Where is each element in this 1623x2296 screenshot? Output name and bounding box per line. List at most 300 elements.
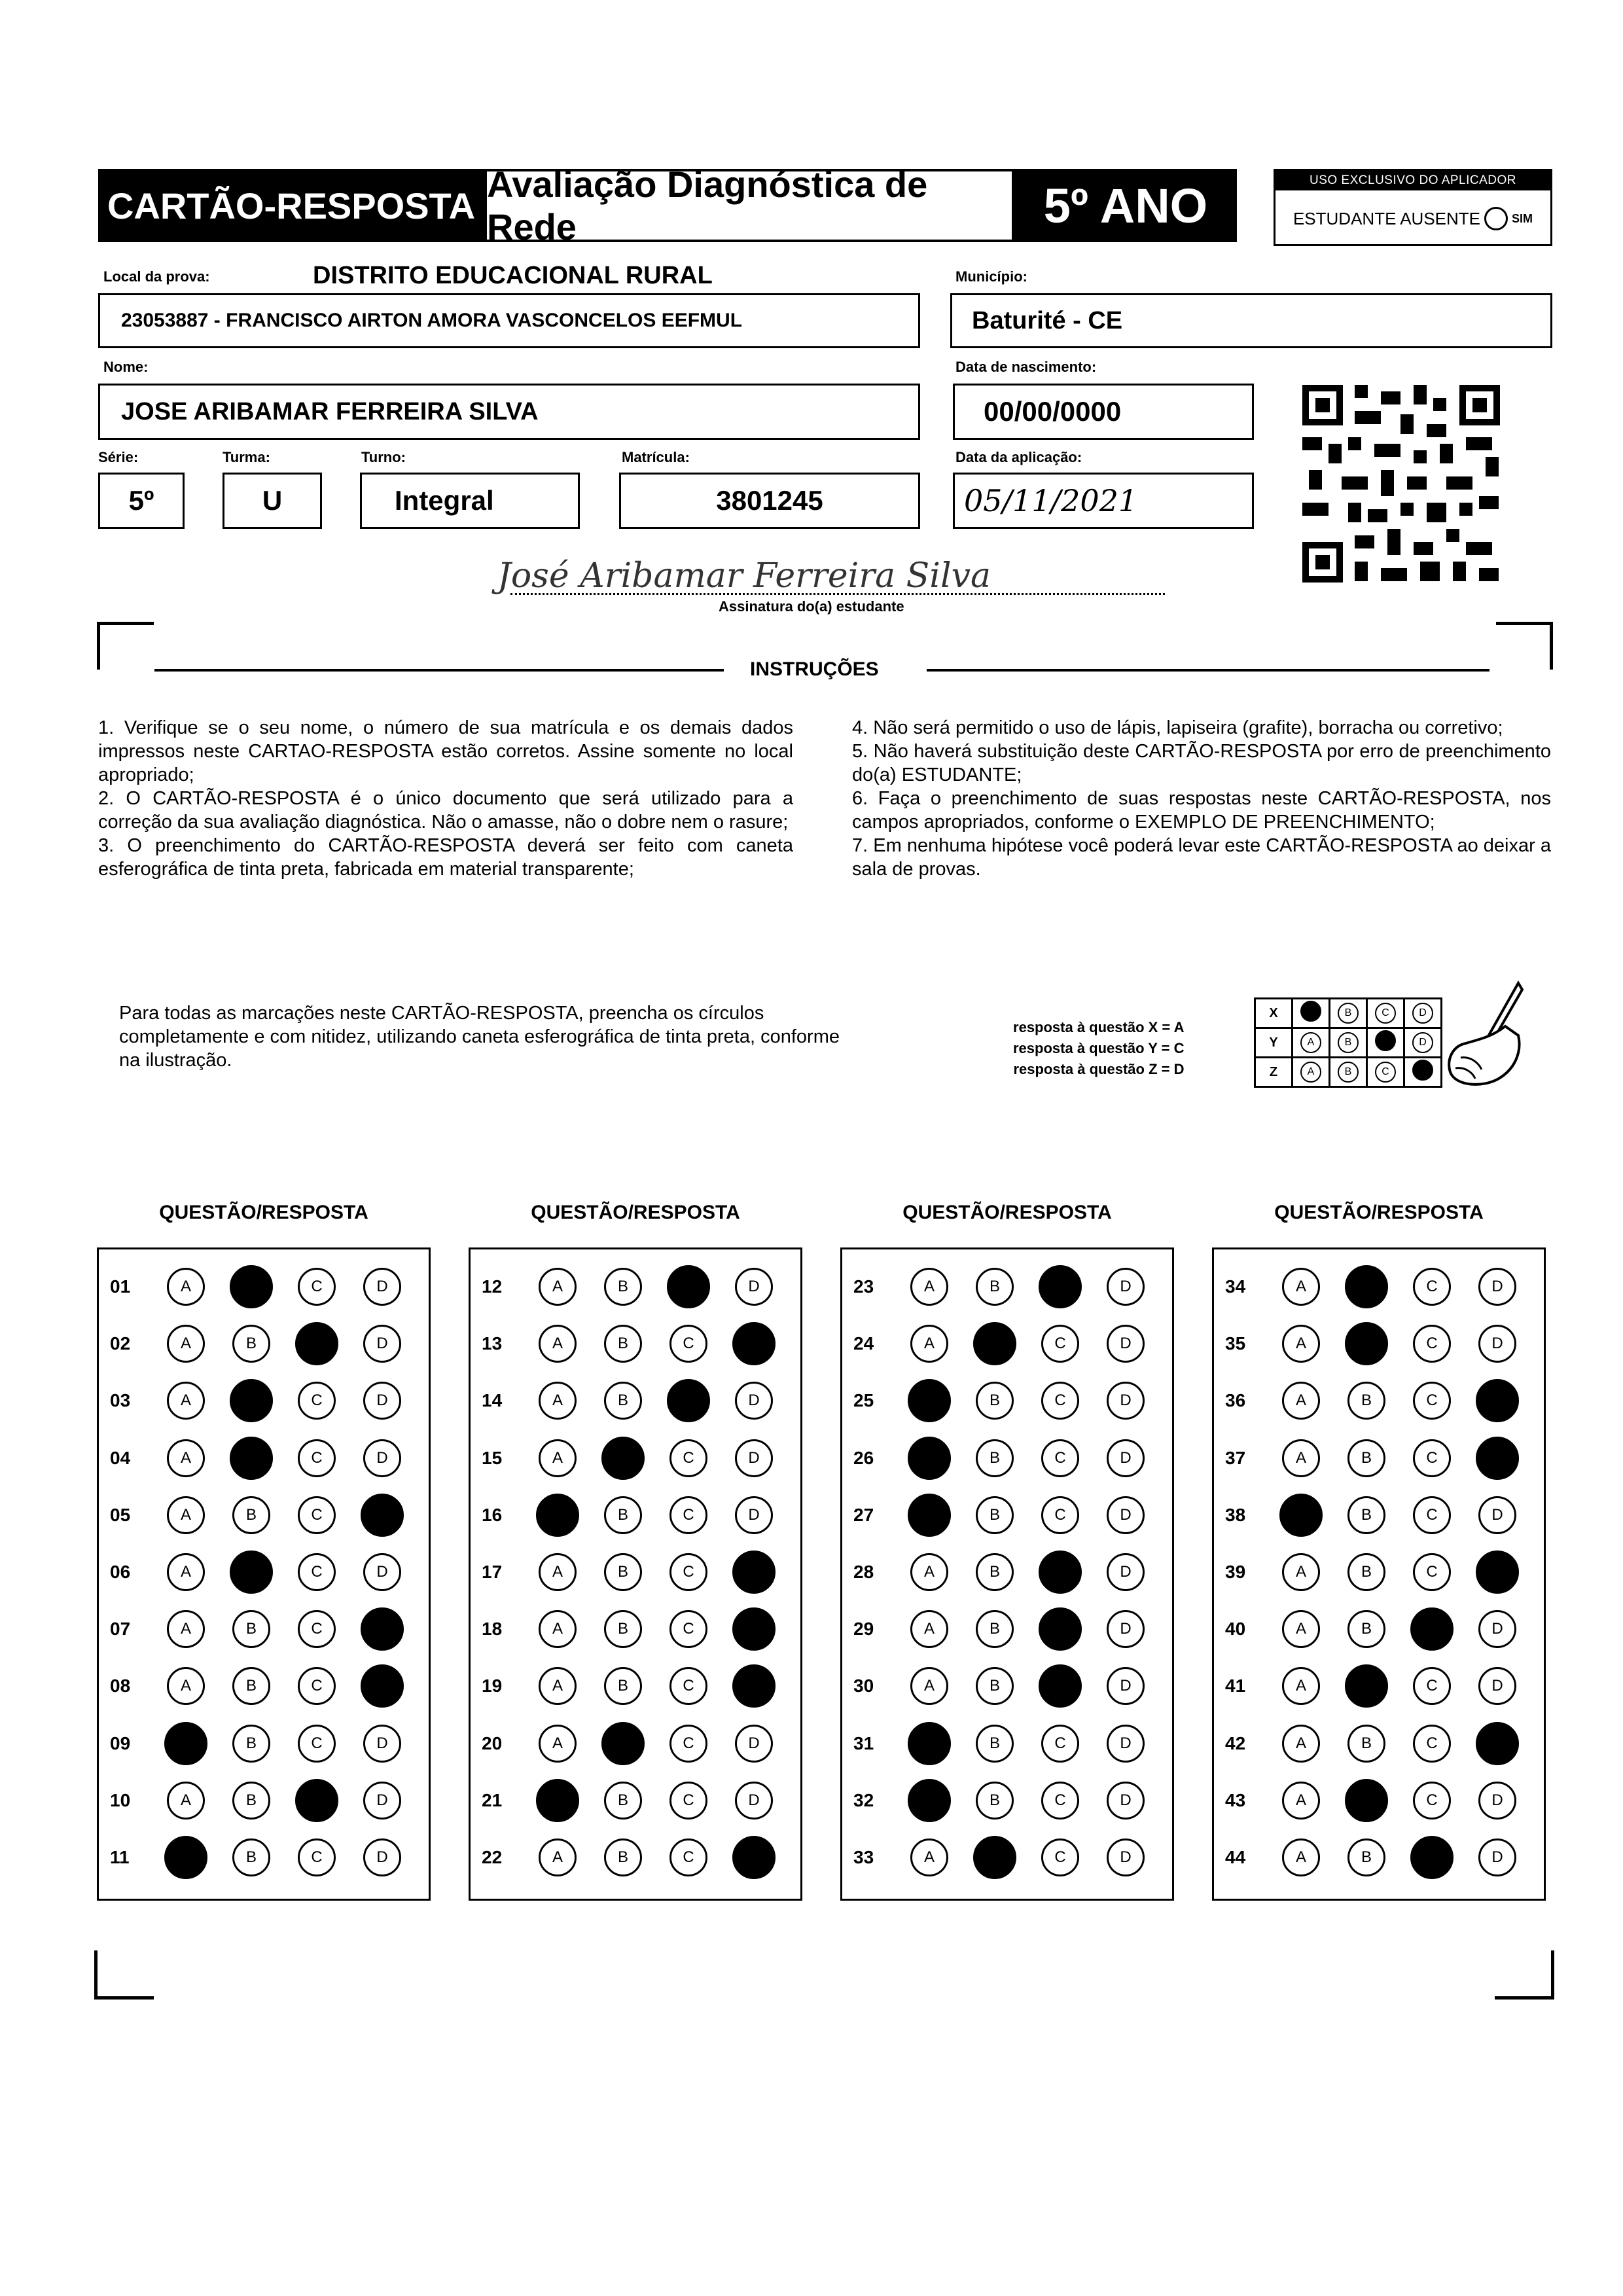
answer-bubble-c-filled[interactable]	[1039, 1551, 1082, 1594]
answer-bubble-c[interactable]	[669, 1496, 707, 1534]
answer-bubble-b-filled[interactable]	[1345, 1322, 1388, 1365]
answer-bubble-d[interactable]	[735, 1725, 773, 1763]
nome-field[interactable]	[98, 384, 920, 440]
bubble-letter: C	[311, 1391, 323, 1410]
bubble-letter: D	[376, 1335, 388, 1353]
answer-bubble-d[interactable]	[363, 1725, 401, 1763]
bubble-letter: A	[923, 1677, 935, 1695]
bubble-letter: C	[1426, 1505, 1438, 1524]
answer-bubble-d[interactable]	[363, 1553, 401, 1591]
answer-bubble-b[interactable]	[1347, 1553, 1385, 1591]
answer-bubble-b[interactable]	[604, 1553, 642, 1591]
answer-bubble-b[interactable]	[232, 1667, 270, 1705]
answer-bubble-b[interactable]	[1347, 1439, 1385, 1477]
bubble-letter: C	[1054, 1734, 1066, 1752]
example-bubble-a: A	[1300, 1032, 1321, 1053]
answer-bubble-c[interactable]	[1041, 1325, 1079, 1363]
answer-bubble-a[interactable]	[910, 1667, 948, 1705]
example-bubble-a	[1300, 1001, 1321, 1022]
bubble-letter: D	[1120, 1848, 1132, 1866]
bubble-letter: D	[1120, 1335, 1132, 1353]
question-number: 34	[1225, 1276, 1246, 1297]
bubble-letter: C	[1054, 1848, 1066, 1866]
question-number: 25	[853, 1390, 874, 1411]
answer-bubble-d-filled[interactable]	[732, 1322, 776, 1365]
answer-bubble-c[interactable]	[1041, 1382, 1079, 1420]
answer-bubble-d-filled[interactable]	[732, 1664, 776, 1708]
answer-bubble-c[interactable]	[1413, 1725, 1451, 1763]
answer-bubble-b[interactable]	[604, 1382, 642, 1420]
bubble-letter: B	[989, 1505, 1000, 1524]
instruction-item: 2. O CARTÃO-RESPOSTA é o único documento que será utilizado para a correção da sua avaliação diagnóstica. Não o amasse, não o dobre nem o rasure;	[98, 788, 793, 833]
absent-checkbox[interactable]	[1484, 207, 1508, 230]
answer-bubble-a[interactable]	[1282, 1382, 1320, 1420]
answer-bubble-a[interactable]	[167, 1325, 205, 1363]
bubble-letter: D	[748, 1391, 760, 1410]
question-number: 19	[482, 1676, 503, 1696]
answer-bubble-d[interactable]	[1478, 1839, 1516, 1876]
answer-bubble-c-filled[interactable]	[1039, 1265, 1082, 1308]
question-number: 14	[482, 1390, 503, 1411]
answer-bubble-d[interactable]	[363, 1325, 401, 1363]
answer-bubble-d-filled[interactable]	[1476, 1437, 1519, 1480]
bubble-letter: A	[552, 1448, 563, 1467]
bubble-letter: C	[311, 1734, 323, 1752]
bubble-letter: C	[683, 1563, 694, 1581]
question-number: 06	[110, 1562, 131, 1582]
answer-bubble-b[interactable]	[232, 1325, 270, 1363]
example-cell	[1293, 1058, 1330, 1087]
absent-row	[1275, 202, 1550, 235]
answer-bubble-c[interactable]	[298, 1610, 336, 1648]
bubble-letter: C	[311, 1620, 323, 1638]
question-number: 40	[1225, 1619, 1246, 1640]
turno-value: Integral	[395, 485, 494, 516]
bubble-letter: A	[923, 1848, 935, 1866]
fill-instruction-note: Para todas as marcações neste CARTÃO-RESPOSTA, preencha os círculos completamente e com nitidez, utilizando caneta esferográfica de tinta preta, conforme na ilustração.	[119, 1003, 840, 1071]
answer-bubble-a[interactable]	[910, 1610, 948, 1648]
answer-bubble-a[interactable]	[167, 1667, 205, 1705]
answer-bubble-d[interactable]	[363, 1268, 401, 1306]
school-field[interactable]	[98, 293, 920, 348]
bubble-letter: A	[1295, 1791, 1306, 1809]
answer-bubble-d-filled[interactable]	[361, 1494, 404, 1537]
answer-bubble-d[interactable]	[735, 1782, 773, 1820]
answer-bubble-d[interactable]	[363, 1382, 401, 1420]
answer-bubble-c-filled[interactable]	[667, 1379, 710, 1422]
answer-bubble-a[interactable]	[167, 1439, 205, 1477]
bubble-letter: D	[748, 1505, 760, 1524]
answer-bubble-d[interactable]	[1107, 1839, 1145, 1876]
bubble-letter: B	[617, 1278, 628, 1295]
municipio-field[interactable]	[950, 293, 1552, 348]
bubble-letter: A	[180, 1620, 191, 1638]
answer-bubble-d[interactable]	[1107, 1268, 1145, 1306]
answer-bubble-c[interactable]	[1413, 1382, 1451, 1420]
answer-bubble-b-filled[interactable]	[230, 1551, 273, 1594]
answer-bubble-a-filled[interactable]	[536, 1779, 579, 1822]
bubble-letter: B	[989, 1791, 1000, 1809]
turma-label: Turma:	[223, 449, 270, 465]
answer-bubble-b-filled[interactable]	[601, 1722, 645, 1765]
bubble-letter: C	[1054, 1391, 1066, 1410]
answer-bubble-a[interactable]	[1282, 1439, 1320, 1477]
answer-bubble-a-filled[interactable]	[164, 1836, 207, 1879]
bubble-letter: B	[1361, 1448, 1372, 1467]
example-row	[1255, 999, 1442, 1028]
answer-bubble-d[interactable]	[1107, 1610, 1145, 1648]
bubble-letter: B	[1361, 1391, 1372, 1410]
question-number: 37	[1225, 1447, 1246, 1468]
answer-bubble-c-filled[interactable]	[667, 1265, 710, 1308]
qr-code-image	[1302, 385, 1500, 583]
answer-bubble-d-filled[interactable]	[1476, 1722, 1519, 1765]
serie-label: Série:	[98, 449, 139, 465]
nascimento-field[interactable]	[953, 384, 1254, 440]
matricula-label: Matrícula:	[622, 449, 690, 465]
example-cell	[1330, 1028, 1367, 1058]
answer-bubble-a[interactable]	[910, 1553, 948, 1591]
answer-bubble-b[interactable]	[232, 1610, 270, 1648]
answer-bubble-d-filled[interactable]	[732, 1607, 776, 1651]
answer-bubble-d[interactable]	[1478, 1268, 1516, 1306]
answer-bubble-d[interactable]	[1107, 1496, 1145, 1534]
answer-bubble-b[interactable]	[604, 1839, 642, 1876]
answer-bubble-c[interactable]	[1413, 1667, 1451, 1705]
answer-bubble-b[interactable]	[604, 1782, 642, 1820]
answer-bubble-b[interactable]	[1347, 1839, 1385, 1876]
answer-bubble-b[interactable]	[976, 1782, 1014, 1820]
answer-bubble-d-filled[interactable]	[1476, 1551, 1519, 1594]
answer-bubble-a[interactable]	[1282, 1782, 1320, 1820]
instruction-item: 7. Em nenhuma hipótese você poderá levar este CARTÃO-RESPOSTA ao deixar a sala de provas.	[852, 835, 1551, 880]
answer-bubble-d[interactable]	[1478, 1610, 1516, 1648]
answer-bubble-b[interactable]	[976, 1439, 1014, 1477]
answer-bubble-c[interactable]	[298, 1496, 336, 1534]
answer-bubble-b[interactable]	[1347, 1610, 1385, 1648]
instruction-item: 5. Não haverá substituição deste CARTÃO-RESPOSTA por erro de preenchimento do(a) ESTUDANTE;	[852, 741, 1551, 785]
answer-bubble-c[interactable]	[1041, 1839, 1079, 1876]
question-column-header: QUESTÃO/RESPOSTA	[159, 1202, 368, 1223]
answer-bubble-a[interactable]	[1282, 1553, 1320, 1591]
bubble-letter: C	[1054, 1791, 1066, 1809]
answer-bubble-c-filled[interactable]	[295, 1779, 338, 1822]
answer-bubble-a[interactable]	[539, 1667, 577, 1705]
answer-bubble-d[interactable]	[1107, 1553, 1145, 1591]
answer-bubble-b-filled[interactable]	[1345, 1664, 1388, 1708]
question-number: 29	[853, 1619, 874, 1640]
example-bubble-b: B	[1338, 1003, 1359, 1024]
matricula-field[interactable]	[619, 473, 920, 529]
answer-bubble-a-filled[interactable]	[908, 1379, 951, 1422]
instruction-item: 6. Faça o preenchimento de suas respostas neste CARTÃO-RESPOSTA, nos campos apropriados, conforme o EXEMPLO DE PREENCHIMENTO;	[852, 788, 1551, 833]
example-bubble-c	[1375, 1030, 1396, 1051]
example-table	[1254, 997, 1442, 1088]
answer-bubble-c[interactable]	[298, 1725, 336, 1763]
example-question-label: Z	[1255, 1058, 1293, 1087]
answer-bubble-a[interactable]	[167, 1782, 205, 1820]
answer-bubble-c[interactable]	[1413, 1268, 1451, 1306]
answer-bubble-b[interactable]	[604, 1610, 642, 1648]
answer-bubble-d[interactable]	[735, 1268, 773, 1306]
question-number: 08	[110, 1676, 131, 1696]
answer-bubble-c[interactable]	[298, 1839, 336, 1876]
answer-bubble-c[interactable]	[1041, 1496, 1079, 1534]
answer-bubble-a-filled[interactable]	[164, 1722, 207, 1765]
bubble-letter: D	[1491, 1677, 1503, 1695]
bubble-letter: A	[1295, 1734, 1306, 1752]
bubble-letter: C	[1426, 1448, 1438, 1467]
bubble-letter: A	[1295, 1391, 1306, 1410]
bubble-letter: D	[1491, 1505, 1503, 1524]
answer-bubble-a-filled[interactable]	[908, 1437, 951, 1480]
answer-bubble-d-filled[interactable]	[732, 1551, 776, 1594]
answer-bubble-b[interactable]	[232, 1725, 270, 1763]
instructions-rule-left	[154, 669, 724, 672]
question-column-header: QUESTÃO/RESPOSTA	[531, 1202, 740, 1223]
answer-bubble-d-filled[interactable]	[732, 1836, 776, 1879]
answer-bubble-b[interactable]	[976, 1496, 1014, 1534]
answer-bubble-c[interactable]	[298, 1667, 336, 1705]
answer-bubble-c[interactable]	[669, 1839, 707, 1876]
answer-bubble-a[interactable]	[167, 1382, 205, 1420]
question-number: 18	[482, 1619, 503, 1640]
answer-bubble-d[interactable]	[1107, 1439, 1145, 1477]
answer-bubble-a[interactable]	[539, 1610, 577, 1648]
bubble-letter: C	[1054, 1505, 1066, 1524]
answer-bubble-b[interactable]	[232, 1782, 270, 1820]
answer-bubble-b[interactable]	[604, 1268, 642, 1306]
answer-bubble-b[interactable]	[1347, 1496, 1385, 1534]
answer-bubble-c[interactable]	[1413, 1325, 1451, 1363]
answer-bubble-a[interactable]	[910, 1839, 948, 1876]
bubble-letter: C	[311, 1505, 323, 1524]
answer-bubble-d[interactable]	[1107, 1667, 1145, 1705]
bubble-letter: A	[552, 1391, 563, 1410]
bubble-letter: D	[1120, 1278, 1132, 1295]
answer-bubble-b[interactable]	[604, 1667, 642, 1705]
question-number: 43	[1225, 1789, 1246, 1810]
answer-bubble-d[interactable]	[363, 1782, 401, 1820]
answer-bubble-b-filled[interactable]	[230, 1437, 273, 1480]
answer-bubble-b[interactable]	[976, 1610, 1014, 1648]
turma-field[interactable]	[223, 473, 322, 529]
answer-bubble-a[interactable]	[539, 1268, 577, 1306]
question-number: 33	[853, 1847, 874, 1867]
example-bubble-c: C	[1375, 1003, 1396, 1024]
answer-bubble-a[interactable]	[539, 1725, 577, 1763]
answer-bubble-c-filled[interactable]	[1039, 1664, 1082, 1708]
answer-bubble-d[interactable]	[1107, 1325, 1145, 1363]
question-number: 26	[853, 1447, 874, 1468]
answer-bubble-b[interactable]	[976, 1382, 1014, 1420]
example-cell	[1293, 999, 1330, 1028]
answer-bubble-b-filled[interactable]	[973, 1836, 1016, 1879]
answer-bubble-a[interactable]	[1282, 1325, 1320, 1363]
answer-bubble-a[interactable]	[1282, 1725, 1320, 1763]
municipio-value: Baturité - CE	[972, 306, 1123, 334]
answer-bubble-c[interactable]	[298, 1553, 336, 1591]
serie-field[interactable]	[98, 473, 185, 529]
answer-bubble-c-filled[interactable]	[295, 1322, 338, 1365]
answer-bubble-b[interactable]	[604, 1325, 642, 1363]
bubble-letter: D	[1120, 1677, 1132, 1695]
answer-bubble-b-filled[interactable]	[230, 1265, 273, 1308]
answer-bubble-a[interactable]	[910, 1325, 948, 1363]
exam-title: Avaliação Diagnóstica de Rede	[484, 169, 1014, 242]
answer-bubble-b-filled[interactable]	[973, 1322, 1016, 1365]
answer-bubble-b-filled[interactable]	[1345, 1779, 1388, 1822]
answer-bubble-a[interactable]	[1282, 1610, 1320, 1648]
answer-bubble-a[interactable]	[539, 1439, 577, 1477]
answer-bubble-d[interactable]	[1478, 1782, 1516, 1820]
corner-mark-bottom-right	[1495, 1950, 1554, 2000]
answer-bubble-c[interactable]	[1041, 1439, 1079, 1477]
answer-bubble-d[interactable]	[363, 1439, 401, 1477]
answer-bubble-d[interactable]	[1107, 1382, 1145, 1420]
bubble-letter: C	[1426, 1677, 1438, 1695]
question-number: 07	[110, 1619, 131, 1640]
bubble-letter: D	[376, 1278, 388, 1295]
bubble-letter: A	[180, 1391, 191, 1410]
answer-bubble-a[interactable]	[539, 1553, 577, 1591]
answer-bubble-d-filled[interactable]	[361, 1607, 404, 1651]
answer-bubble-c[interactable]	[669, 1439, 707, 1477]
answer-bubble-c-filled[interactable]	[1039, 1607, 1082, 1651]
bubble-letter: B	[617, 1391, 628, 1410]
answer-bubble-b[interactable]	[232, 1496, 270, 1534]
bubble-letter: C	[311, 1563, 323, 1581]
answer-bubble-d[interactable]	[363, 1839, 401, 1876]
bubble-letter: A	[1295, 1278, 1306, 1295]
answer-bubble-a[interactable]	[1282, 1667, 1320, 1705]
answer-bubble-c[interactable]	[1413, 1782, 1451, 1820]
answer-bubble-d[interactable]	[735, 1496, 773, 1534]
answer-bubble-a[interactable]	[167, 1610, 205, 1648]
answer-bubble-a-filled[interactable]	[908, 1722, 951, 1765]
answer-bubble-c[interactable]	[1413, 1553, 1451, 1591]
answer-bubble-b[interactable]	[232, 1839, 270, 1876]
answer-bubble-c-filled[interactable]	[1410, 1607, 1454, 1651]
answer-bubble-b-filled[interactable]	[601, 1437, 645, 1480]
answer-bubble-a-filled[interactable]	[536, 1494, 579, 1537]
bubble-letter: C	[1054, 1335, 1066, 1353]
answer-bubble-c[interactable]	[298, 1268, 336, 1306]
bubble-letter: C	[311, 1278, 323, 1295]
answer-bubble-d[interactable]	[735, 1439, 773, 1477]
bubble-letter: B	[1361, 1563, 1372, 1581]
answer-bubble-a[interactable]	[539, 1325, 577, 1363]
instructions-right-column	[852, 716, 1551, 881]
question-number: 03	[110, 1390, 131, 1411]
bubble-letter: A	[1295, 1677, 1306, 1695]
answer-bubble-c[interactable]	[298, 1439, 336, 1477]
bubble-letter: A	[552, 1335, 563, 1353]
bubble-letter: B	[245, 1734, 257, 1752]
card-title: CARTÃO-RESPOSTA	[98, 169, 484, 242]
answer-bubble-c[interactable]	[1413, 1439, 1451, 1477]
answer-bubble-d[interactable]	[1107, 1782, 1145, 1820]
answer-bubble-c[interactable]	[669, 1610, 707, 1648]
answer-bubble-d[interactable]	[1478, 1325, 1516, 1363]
question-number: 20	[482, 1732, 503, 1753]
answer-bubble-c[interactable]	[669, 1725, 707, 1763]
answer-bubble-b[interactable]	[976, 1553, 1014, 1591]
bubble-letter: A	[552, 1563, 563, 1581]
answer-bubble-b[interactable]	[604, 1496, 642, 1534]
answer-bubble-d[interactable]	[1478, 1496, 1516, 1534]
bubble-letter: A	[923, 1620, 935, 1638]
answer-bubble-a[interactable]	[539, 1839, 577, 1876]
answer-bubble-a-filled[interactable]	[908, 1779, 951, 1822]
answer-bubble-d-filled[interactable]	[361, 1664, 404, 1708]
bubble-letter: A	[1295, 1563, 1306, 1581]
answer-bubble-a[interactable]	[1282, 1268, 1320, 1306]
example-bubble-d: D	[1412, 1003, 1433, 1024]
answer-bubble-c[interactable]	[669, 1782, 707, 1820]
answer-bubble-a[interactable]	[167, 1553, 205, 1591]
question-number: 38	[1225, 1504, 1246, 1525]
answer-bubble-c[interactable]	[1041, 1782, 1079, 1820]
answer-bubble-b[interactable]	[1347, 1725, 1385, 1763]
answer-bubble-d[interactable]	[1107, 1725, 1145, 1763]
answer-bubble-a[interactable]	[167, 1268, 205, 1306]
aplicacao-field[interactable]	[953, 473, 1254, 529]
answer-bubble-c[interactable]	[298, 1382, 336, 1420]
question-number: 09	[110, 1732, 131, 1753]
bubble-letter: D	[1120, 1448, 1132, 1467]
bubble-letter: B	[617, 1505, 628, 1524]
hand-pen-illustration	[1427, 980, 1531, 1092]
answer-bubble-d[interactable]	[735, 1382, 773, 1420]
answer-bubble-c[interactable]	[669, 1553, 707, 1591]
question-number: 04	[110, 1447, 131, 1468]
bubble-letter: A	[180, 1677, 191, 1695]
example-question-label: Y	[1255, 1028, 1293, 1058]
answer-bubble-b[interactable]	[976, 1725, 1014, 1763]
example-row	[1255, 1028, 1442, 1058]
answer-bubble-b[interactable]	[1347, 1382, 1385, 1420]
answer-bubble-d[interactable]	[1478, 1667, 1516, 1705]
turma-value: U	[262, 485, 283, 516]
answer-bubble-c[interactable]	[1041, 1725, 1079, 1763]
answer-bubble-c[interactable]	[669, 1667, 707, 1705]
answer-bubble-a[interactable]	[167, 1496, 205, 1534]
turno-field[interactable]	[360, 473, 580, 529]
answer-bubble-c-filled[interactable]	[1410, 1836, 1454, 1879]
answer-bubble-a-filled[interactable]	[1279, 1494, 1323, 1537]
answer-bubble-c[interactable]	[1413, 1496, 1451, 1534]
answer-bubble-a[interactable]	[1282, 1839, 1320, 1876]
answer-bubble-b[interactable]	[976, 1268, 1014, 1306]
answer-bubble-b-filled[interactable]	[230, 1379, 273, 1422]
answer-bubble-a-filled[interactable]	[908, 1494, 951, 1537]
bubble-letter: C	[311, 1677, 323, 1695]
answer-bubble-b[interactable]	[976, 1667, 1014, 1705]
answer-bubble-d-filled[interactable]	[1476, 1379, 1519, 1422]
question-number: 44	[1225, 1847, 1246, 1867]
answer-bubble-b-filled[interactable]	[1345, 1265, 1388, 1308]
answer-bubble-a[interactable]	[539, 1382, 577, 1420]
question-number: 17	[482, 1562, 503, 1582]
bubble-letter: B	[989, 1448, 1000, 1467]
bubble-letter: A	[923, 1563, 935, 1581]
bubble-letter: D	[1120, 1391, 1132, 1410]
answer-bubble-c[interactable]	[669, 1325, 707, 1363]
answer-bubble-a[interactable]	[910, 1268, 948, 1306]
bubble-letter: A	[180, 1791, 191, 1809]
instruction-item: 3. O preenchimento do CARTÃO-RESPOSTA deverá ser feito com caneta esferográfica de tinta preta, fabricada em material transparente;	[98, 835, 793, 880]
